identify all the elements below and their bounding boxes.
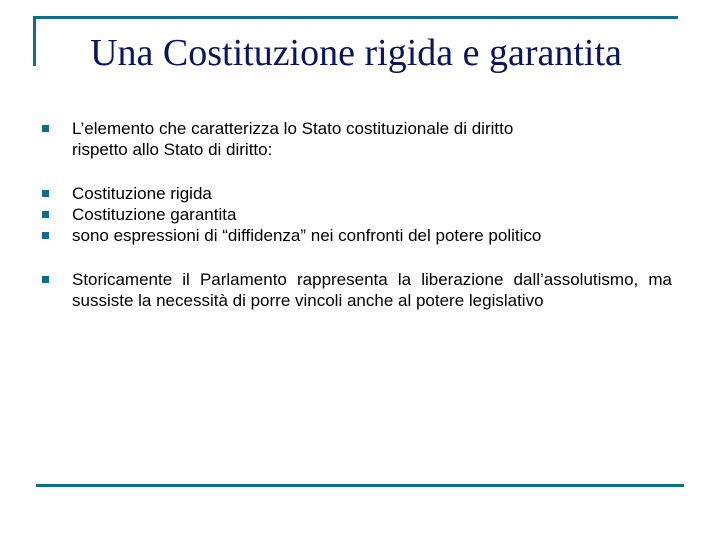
bullet-text: sono espressioni di “diffidenza” nei confronti del potere politico	[72, 226, 542, 245]
square-bullet-icon	[42, 211, 49, 218]
bullet-item	[40, 204, 672, 225]
bottom-rule	[36, 484, 684, 487]
bullet-item	[40, 269, 672, 311]
bullet-text: Costituzione garantita	[72, 205, 237, 224]
bullet-text-line: rispetto allo Stato di diritto:	[72, 140, 273, 159]
square-bullet-icon	[42, 125, 49, 132]
slide-title: Una Costituzione rigida e garantita	[90, 32, 622, 74]
frame-top-rule	[33, 16, 678, 19]
bullet-text: Storicamente il Parlamento rappresenta la liberazione dall’assolutismo, ma sussiste la necessità di porre vincoli anche al potere legislativo	[72, 270, 672, 310]
square-bullet-icon	[42, 190, 49, 197]
square-bullet-icon	[42, 232, 49, 239]
bullet-text: Costituzione rigida	[72, 184, 212, 203]
slide-body	[40, 118, 672, 311]
bullet-item	[40, 118, 672, 160]
bullet-item	[40, 225, 672, 246]
bullet-text-line: L’elemento che caratterizza lo Stato costituzionale di diritto	[72, 119, 514, 138]
bullet-item	[40, 183, 672, 204]
square-bullet-icon	[42, 276, 49, 283]
